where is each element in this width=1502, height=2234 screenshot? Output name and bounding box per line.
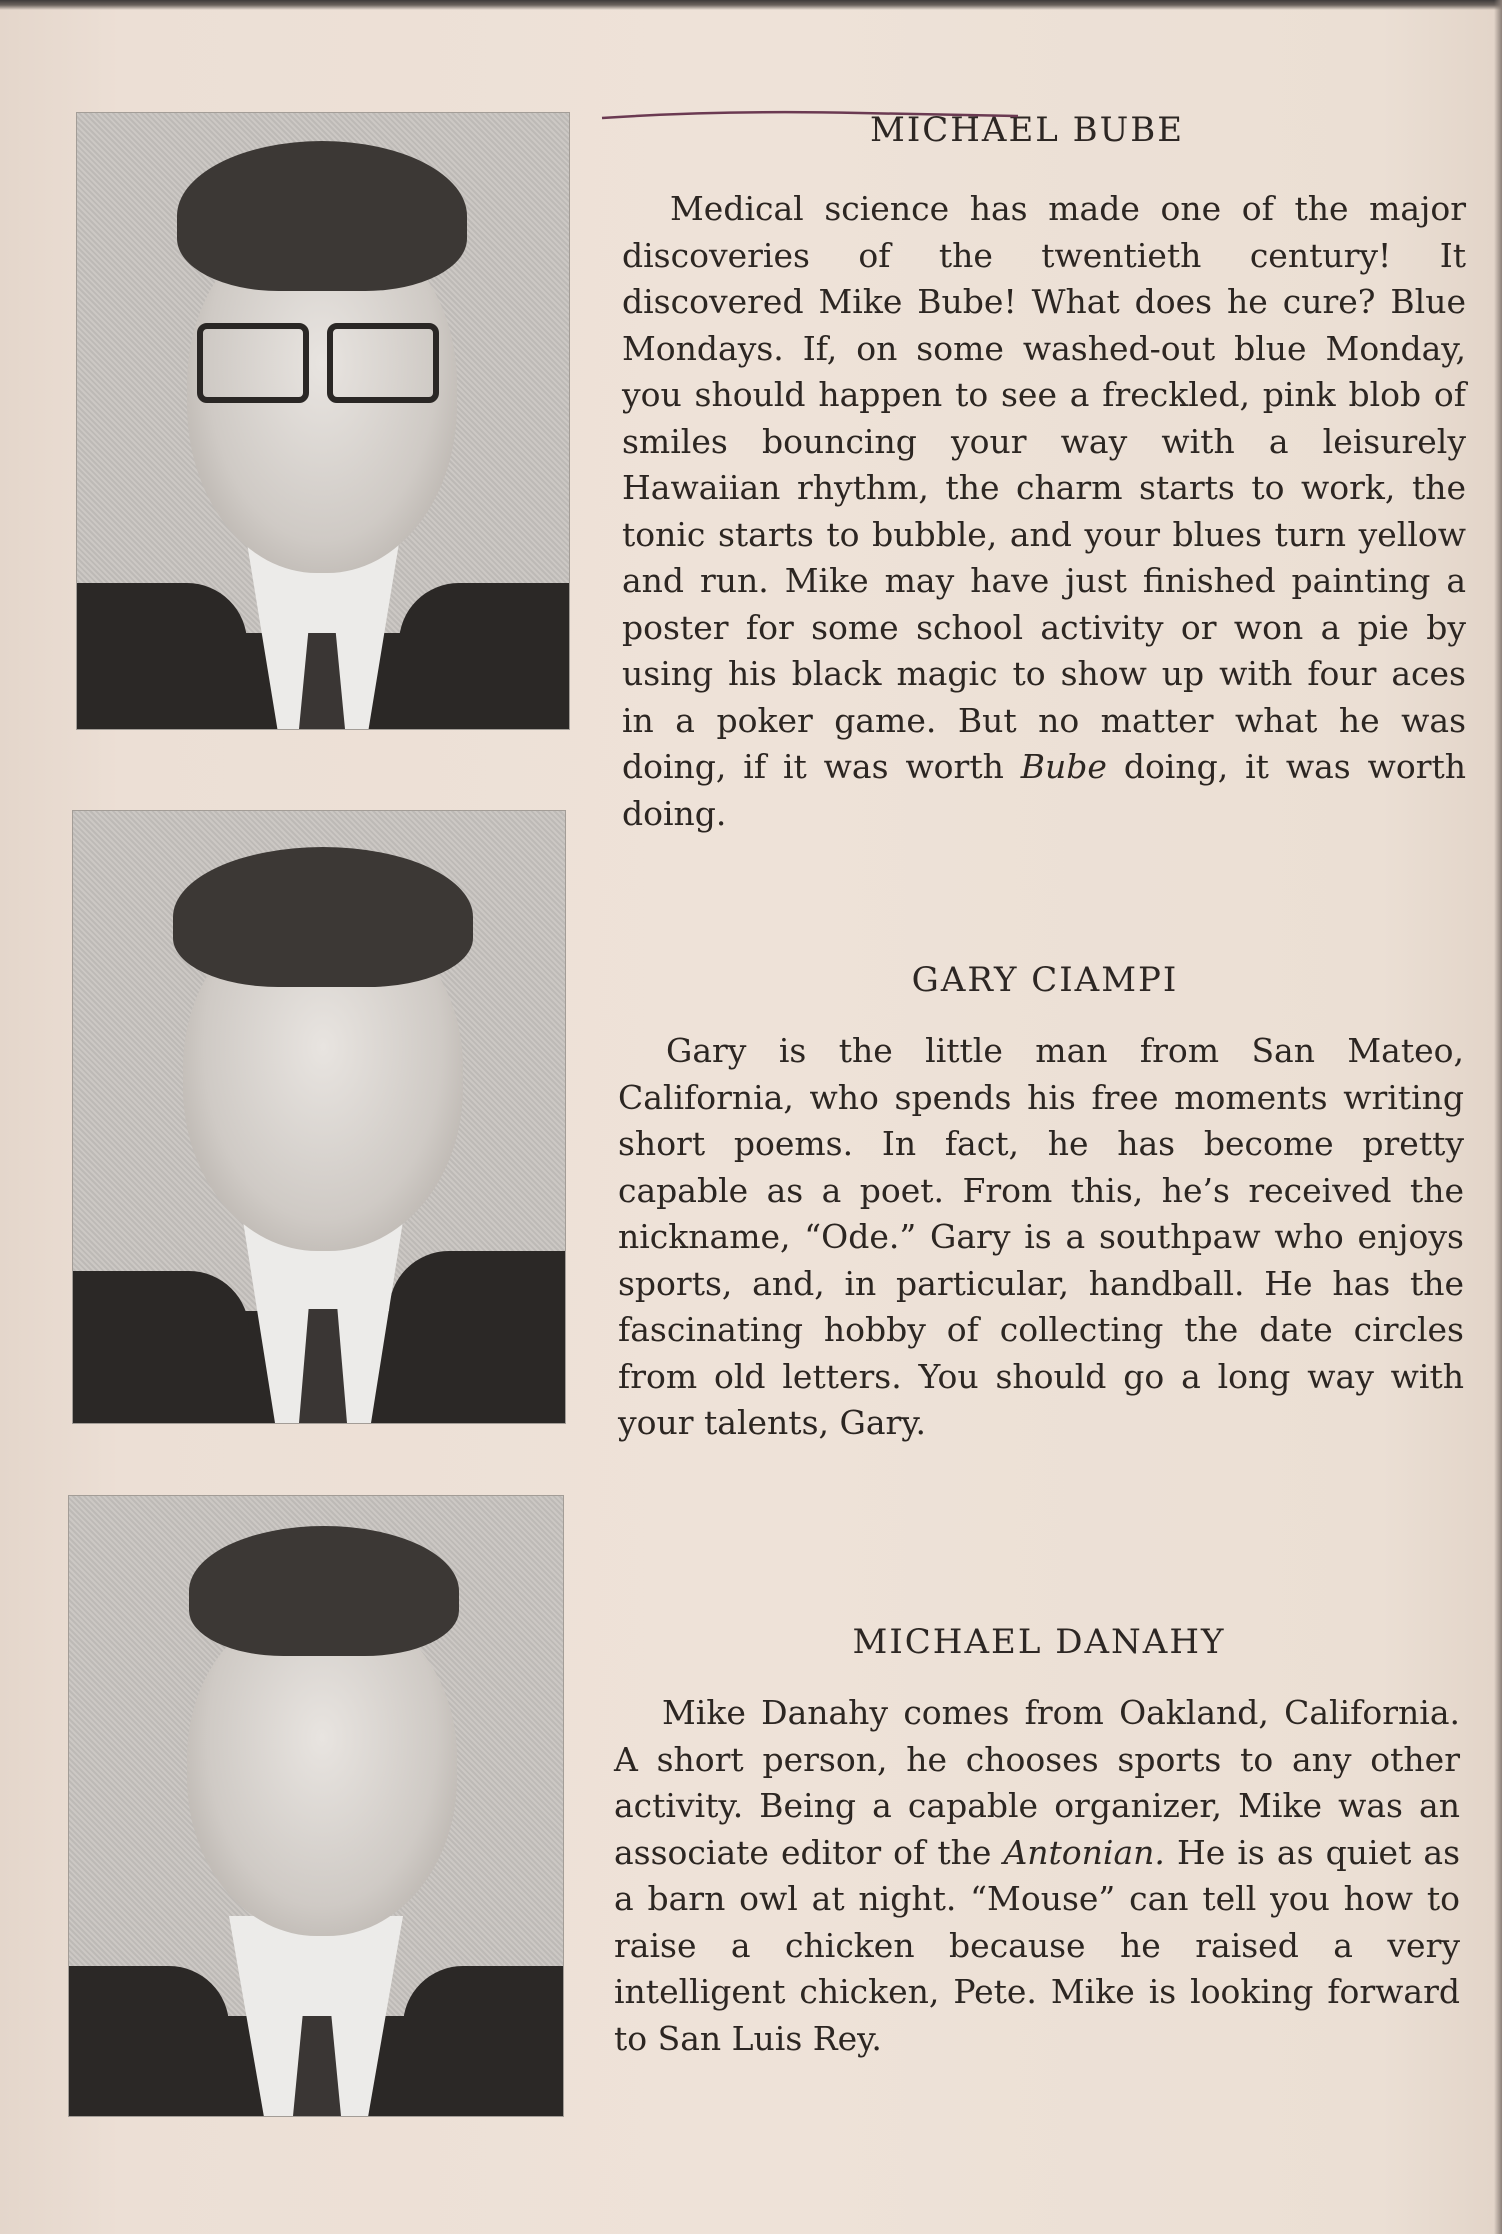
portrait-suit-right-lapel: [403, 1966, 563, 2116]
entry-name: MICHAEL DANAHY: [852, 1622, 1226, 1662]
entry-bio-italic: Antonian.: [1003, 1832, 1165, 1872]
entry-bio: [614, 1690, 1460, 2062]
portrait-michael-danahy: [68, 1495, 564, 2117]
portrait-suit-left-lapel: [73, 1271, 249, 1423]
entry-name: GARY CIAMPI: [911, 960, 1179, 1000]
page-right-edge: [1494, 0, 1502, 2234]
entry-bio-text: Gary is the little man from San Mateo, California, who spends his free moments writing short poems. In fact, he has become pretty capable as a poet. From this, he’s received the nickname, “Ode.” Gary is a southpaw who enjoys sports, and, in particular, handball. He has the fascinating hobby of collecting the date circles from old letters. You should go a long way with your talents, Gary.: [618, 1031, 1464, 1442]
entry-bio-text: He is as quiet as a barn owl at night. “Mouse” can tell you how to raise a chicken because he raised a very intelligent chicken, Pete. Mike is looking forward to San Luis Rey.: [614, 1832, 1461, 2058]
portrait-suit-right-lapel: [399, 583, 569, 729]
entry-name: MICHAEL BUBE: [870, 110, 1185, 150]
entry-bio: [618, 1028, 1464, 1447]
portrait-hair: [173, 847, 473, 987]
portrait-suit-left-lapel: [77, 583, 247, 729]
portrait-glasses-left: [197, 323, 309, 403]
entry-bio-text: Medical science has made one of the major discoveries of the twentieth century! It discovered Mike Bube! What does he cure? Blue Mondays. If, on some washed-out blue Monday, you should happen to see a freckled, pink blob of smiles bouncing your way with a leisurely Hawaiian rhythm, the charm starts to work, the tonic starts to bubble, and your blues turn yellow and run. Mike may have just finished painting a poster for some school activity or won a pie by using his black magic to show up with four aces in a poker game. But no matter what he was doing, if it was worth: [622, 189, 1466, 786]
entry-bio-italic: Bube: [1020, 747, 1107, 786]
portrait-gary-ciampi: [72, 810, 566, 1424]
entry-bio-text: Mike Danahy comes from Oakland, California. A short person, he chooses sports to any other activity. Being a capable organizer, Mike was an associate editor of the: [614, 1693, 1460, 1872]
pen-underline-mark: [600, 108, 1020, 122]
entry-bio: [622, 186, 1466, 837]
entry-bio-text: doing, it was worth doing.: [622, 747, 1466, 833]
portrait-suit-right-lapel: [389, 1251, 565, 1423]
portrait-glasses-right: [327, 323, 439, 403]
portrait-hair: [189, 1526, 459, 1656]
page-top-edge: [0, 0, 1502, 10]
portrait-suit-left-lapel: [69, 1966, 229, 2116]
portrait-michael-bube: [76, 112, 570, 730]
portrait-hair: [177, 141, 467, 291]
